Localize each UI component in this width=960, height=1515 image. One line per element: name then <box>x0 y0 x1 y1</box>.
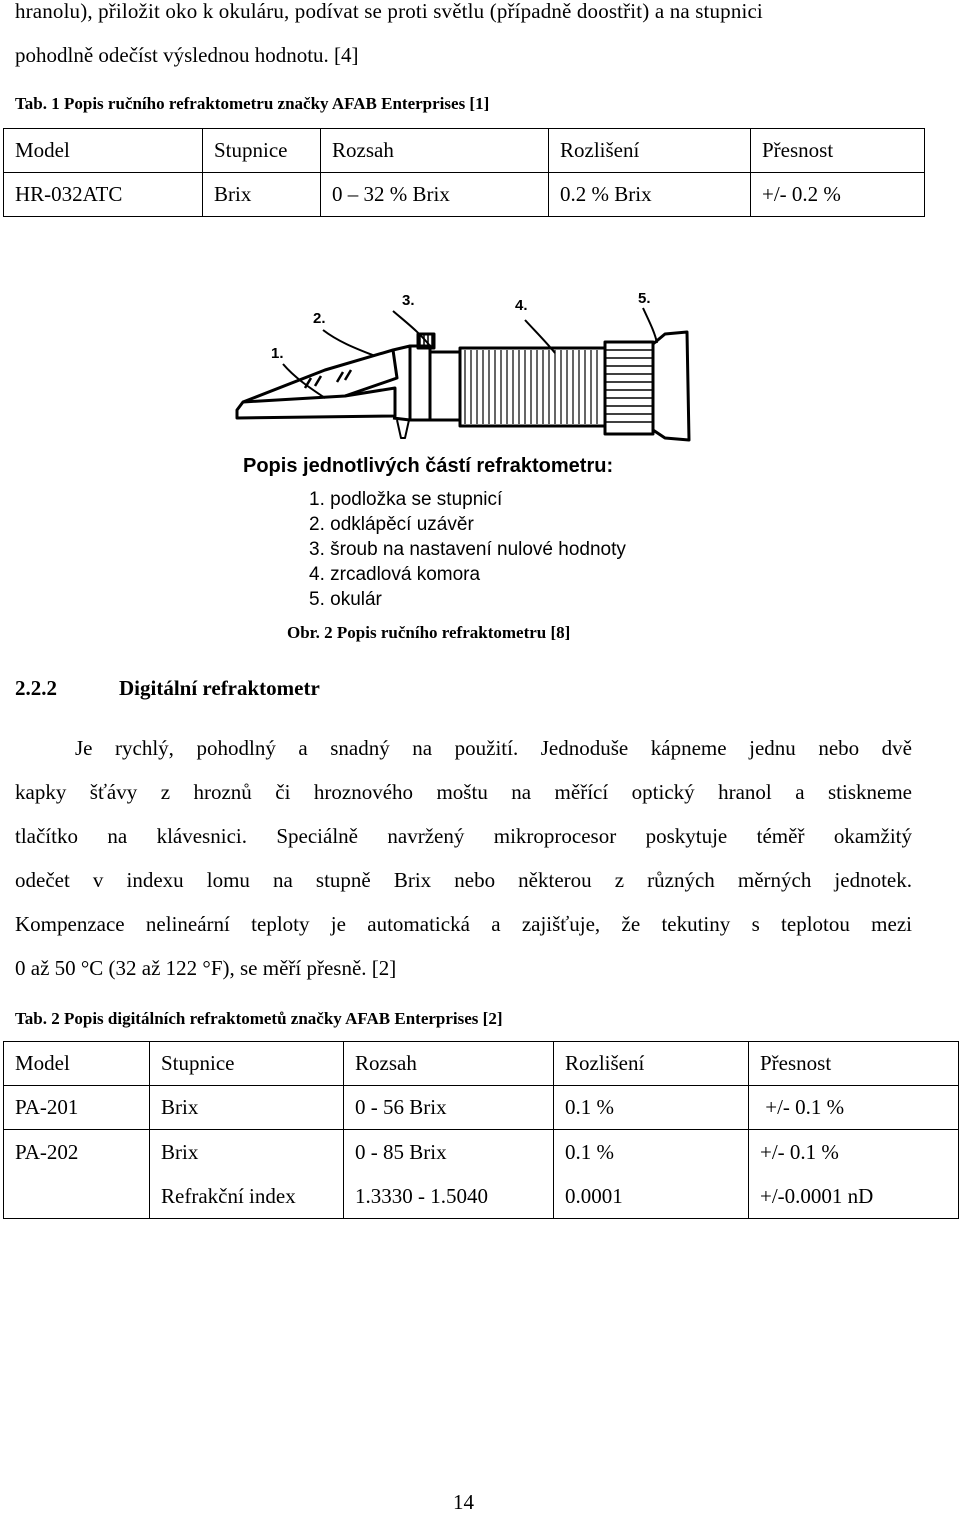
table2 <box>3 1041 959 1219</box>
table-header-cell: Stupnice <box>150 1042 344 1086</box>
table-row <box>4 1086 959 1130</box>
legend-item: 4. zrcadlová komora <box>309 564 481 585</box>
cell-line: 0 - 85 Brix <box>355 1140 447 1164</box>
legend-item: 3. šroub na nastavení nulové hodnoty <box>309 539 626 560</box>
table-header-cell: Stupnice <box>203 129 321 173</box>
table-cell: 0 - 56 Brix <box>344 1086 554 1130</box>
legend-item: 2. odklápěcí uzávěr <box>309 514 474 535</box>
paragraph-line: Kompenzace nelineární teploty je automatická a zajišťuje, že tekutiny s teplotou mezi <box>15 912 912 936</box>
table-cell: 0 – 32 % Brix <box>321 173 549 217</box>
section-title: Digitální refraktometr <box>119 676 320 700</box>
cell-line: Refrakční index <box>161 1184 296 1208</box>
table1-caption: Tab. 1 Popis ručního refraktometru značky AFAB Enterprises [1] <box>15 94 490 113</box>
table-cell: +/- 0.2 % <box>751 173 925 217</box>
cell-line: Brix <box>161 1140 199 1164</box>
callout-4: 4. <box>515 297 528 314</box>
table-header-cell: Přesnost <box>749 1042 959 1086</box>
table-cell <box>4 1130 150 1219</box>
callout-5: 5. <box>638 290 651 307</box>
table-cell <box>344 1130 554 1219</box>
table-cell: 0.2 % Brix <box>549 173 751 217</box>
body-paragraph <box>15 726 912 990</box>
intro-line-2: pohodlně odečíst výslednou hodnotu. [4] <box>15 43 359 67</box>
callout-2: 2. <box>313 310 326 327</box>
cell-line: 0.0001 <box>565 1184 623 1208</box>
table-cell: HR-032ATC <box>4 173 203 217</box>
legend-item: 5. okulár <box>309 589 382 610</box>
table-header-cell: Rozsah <box>344 1042 554 1086</box>
section-heading <box>15 676 320 701</box>
table-header-cell: Rozsah <box>321 129 549 173</box>
table-cell <box>150 1130 344 1219</box>
table-cell: Brix <box>203 173 321 217</box>
cell-line: +/- 0.1 % <box>760 1140 839 1164</box>
table-header-cell: Rozlišení <box>549 129 751 173</box>
paragraph-line: odečet v indexu lomu na stupně Brix nebo některou z různých měrných jednotek. <box>15 868 912 892</box>
table-header-cell: Přesnost <box>751 129 925 173</box>
table-header-cell: Model <box>4 1042 150 1086</box>
section-number: 2.2.2 <box>15 676 57 700</box>
figure-legend <box>309 487 626 612</box>
table-cell: PA-201 <box>4 1086 150 1130</box>
cell-line: +/-0.0001 nD <box>760 1184 874 1208</box>
table-row <box>4 173 925 217</box>
cell-line: PA-202 <box>15 1140 79 1164</box>
paragraph-line: 0 až 50 °C (32 až 122 °F), se měří přesně. [2] <box>15 956 397 980</box>
table-header-row <box>4 129 925 173</box>
table-header-row <box>4 1042 959 1086</box>
cell-line: 1.3330 - 1.5040 <box>355 1184 488 1208</box>
table-header-cell: Rozlišení <box>554 1042 749 1086</box>
paragraph-line: kapky šťávy z hroznů či hroznového moštu na měřící optický hranol a stiskneme <box>15 780 912 804</box>
table-cell: +/- 0.1 % <box>749 1086 959 1130</box>
figure-legend-title: Popis jednotlivých částí refraktometru: <box>243 455 614 477</box>
callout-3: 3. <box>402 292 415 309</box>
paragraph-line: Je rychlý, pohodlný a snadný na použití. Jednoduše kápneme jednu nebo dvě <box>75 736 912 760</box>
cell-line: 0.1 % <box>565 1140 614 1164</box>
figure-caption: Obr. 2 Popis ručního refraktometru [8] <box>287 623 571 642</box>
table-row <box>4 1130 959 1219</box>
table-cell <box>554 1130 749 1219</box>
intro-line-1: hranolu), přiložit oko k okuláru, podívat se proti světlu (případně doostřit) a na stupnici <box>15 0 763 23</box>
table-cell: 0.1 % <box>554 1086 749 1130</box>
table1 <box>3 128 925 217</box>
table-header-cell: Model <box>4 129 203 173</box>
callout-1: 1. <box>271 345 284 362</box>
page-number: 14 <box>453 1490 474 1514</box>
table2-caption: Tab. 2 Popis digitálních refraktometů značky AFAB Enterprises [2] <box>15 1009 503 1028</box>
table-cell <box>749 1130 959 1219</box>
paragraph-line: tlačítko na klávesnici. Speciálně navržený mikroprocesor poskytuje téměř okamžitý <box>15 824 912 848</box>
refractometer-illustration <box>225 278 700 448</box>
legend-item: 1. podložka se stupnicí <box>309 489 503 510</box>
table-cell: Brix <box>150 1086 344 1130</box>
